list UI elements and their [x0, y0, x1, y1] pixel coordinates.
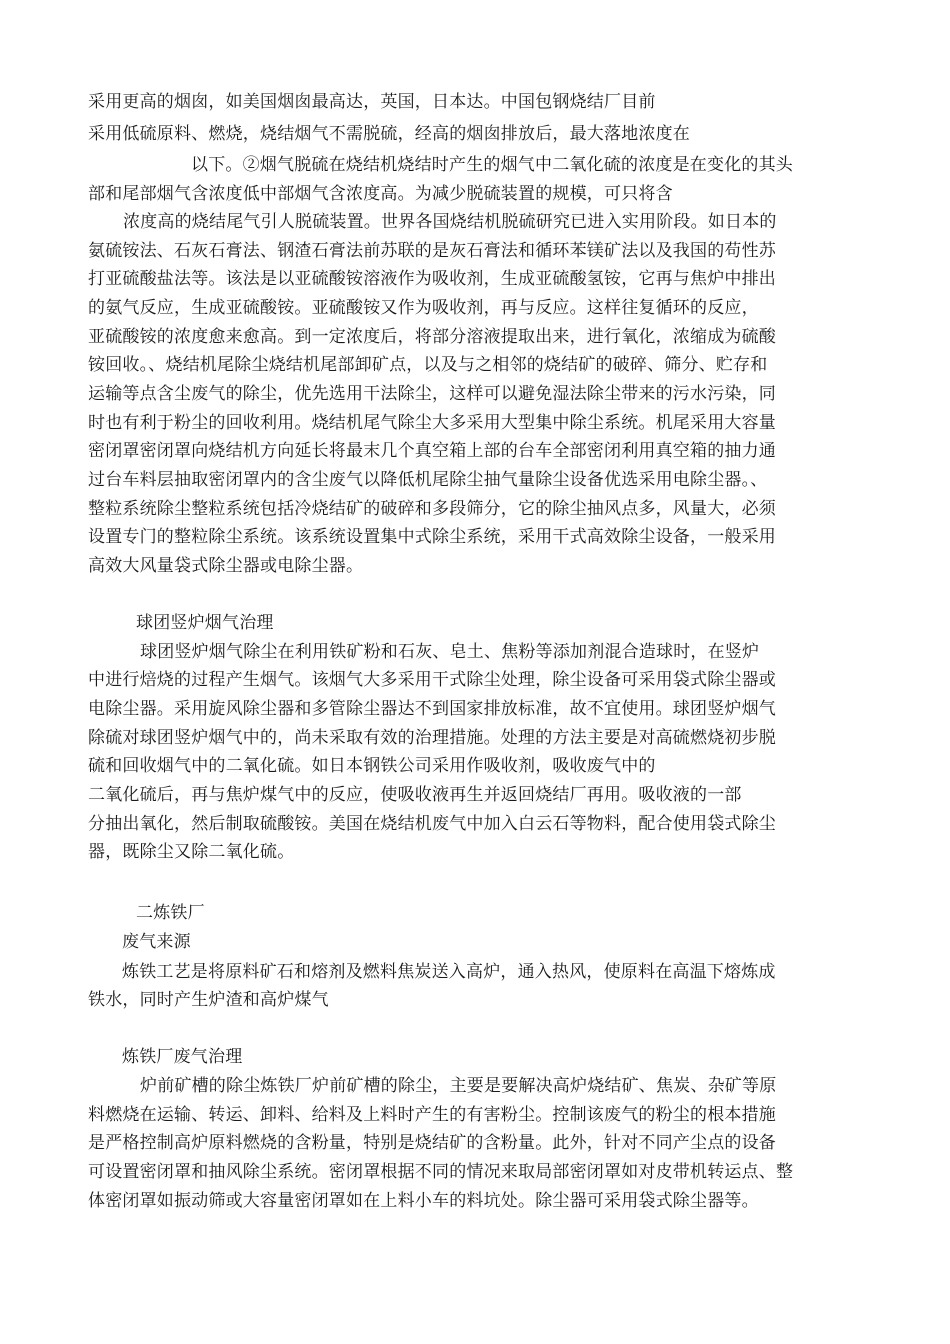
text-line: 浓度高的烧结尾气引人脱硫装置。世界各国烧结机脱硫研究已进入实用阶段。如日本的 — [123, 212, 777, 232]
text-line: 以下。②烟气脱硫在烧结机烧结时产生的烟气中二氧化硫的浓度是在变化的其头 — [191, 155, 793, 175]
text-line: 铵回收。、烧结机尾除尘烧结机尾部卸矿点，以及与之相邻的烧结矿的破碎、筛分、贮存和 — [88, 355, 768, 375]
text-line: 硫和回收烟气中的二氧化硫。如日本钢铁公司采用作吸收剂，吸收废气中的 — [88, 756, 656, 776]
text-line: 可设置密闭罩和抽风除尘系统。密闭罩根据不同的情况来取局部密闭罩如对皮带机转运点、整 — [88, 1162, 794, 1182]
section-heading: 球团竖炉烟气治理 — [136, 613, 274, 633]
section-heading: 二炼铁厂 — [136, 903, 205, 923]
text-line: 部和尾部烟气含浓度低中部烟气含浓度高。为减少脱硫装置的规模，可只将含 — [88, 184, 673, 204]
text-line: 炼铁工艺是将原料矿石和熔剂及燃料焦炭送入高炉，通入热风，使原料在高温下熔炼成 — [122, 962, 776, 982]
text-line: 整粒系统除尘整粒系统包括冷烧结矿的破碎和多段筛分，它的除尘抽风点多，风量大，必须 — [88, 499, 776, 519]
text-line: 的氨气反应，生成亚硫酸铵。亚硫酸铵又作为吸收剂，再与反应。这样往复循环的反应， — [88, 298, 759, 318]
text-line: 过台车料层抽取密闭罩内的含尘废气以降低机尾除尘抽气量除尘设备优选采用电除尘器。、 — [88, 470, 768, 490]
text-line: 除硫对球团竖炉烟气中的，尚未采取有效的治理措施。处理的方法主要是对高硫燃烧初步脱 — [88, 728, 776, 748]
text-line: 电除尘器。采用旋风除尘器和多管除尘器达不到国家排放标准，故不宜使用。球团竖炉烟气 — [88, 699, 776, 719]
text-line: 铁水，同时产生炉渣和高炉煤气 — [88, 990, 329, 1010]
text-line: 时也有利于粉尘的回收利用。烧结机尾气除尘大多采用大型集中除尘系统。机尾采用大容量 — [88, 413, 776, 433]
section-heading: 废气来源 — [122, 932, 191, 952]
text-line: 球团竖炉烟气除尘在利用铁矿粉和石灰、皂土、焦粉等添加剂混合造球时，在竖炉 — [140, 642, 760, 662]
text-line: 体密闭罩如振动筛或大容量密闭罩如在上料小车的料坑处。除尘器可采用袋式除尘器等。 — [88, 1191, 759, 1211]
text-line: 打亚硫酸盐法等。该法是以亚硫酸铵溶液作为吸收剂，生成亚硫酸氢铵，它再与焦炉中排出 — [88, 269, 776, 289]
text-line: 氨硫铵法、石灰石膏法、钢渣石膏法前苏联的是灰石膏法和循环苯镁矿法以及我国的苟性苏 — [88, 241, 776, 261]
text-line: 亚硫酸铵的浓度愈来愈高。到一定浓度后，将部分溶液提取出来，进行氧化，浓缩成为硫酸 — [88, 327, 776, 347]
text-line: 中进行焙烧的过程产生烟气。该烟气大多采用干式除尘处理，除尘设备可采用袋式除尘器或 — [88, 670, 776, 690]
text-line: 炉前矿槽的除尘炼铁厂炉前矿槽的除尘，主要是要解决高炉烧结矿、焦炭、杂矿等原 — [140, 1076, 777, 1096]
text-line: 设置专门的整粒除尘系统。该系统设置集中式除尘系统，采用干式高效除尘设备，一般采用 — [88, 527, 776, 547]
text-line: 高效大风量袋式除尘器或电除尘器。 — [88, 556, 364, 576]
text-line: 运输等点含尘废气的除尘，优先选用干法除尘，这样可以避免湿法除尘带来的污水污染，同 — [88, 384, 776, 404]
text-line: 密闭罩密闭罩向烧结机方向延长将最末几个真空箱上部的台车全部密闭利用真空箱的抽力通 — [88, 441, 776, 461]
text-line: 采用低硫原料、燃烧，烧结烟气不需脱硫，经高的烟囱排放后，最大落地浓度在 — [88, 124, 690, 144]
section-heading: 炼铁厂废气治理 — [122, 1047, 243, 1067]
text-line: 器，既除尘又除二氧化硫。 — [88, 842, 295, 862]
text-line: 料燃烧在运输、转运、卸料、给料及上料时产生的有害粉尘。控制该废气的粉尘的根本措施 — [88, 1105, 776, 1125]
text-line: 是严格控制高炉原料燃烧的含粉量，特别是烧结矿的含粉量。此外，针对不同产尘点的设备 — [88, 1133, 776, 1153]
text-line: 二氧化硫后，再与焦炉煤气中的反应，使吸收液再生并返回烧结厂再用。吸收液的一部 — [88, 785, 742, 805]
text-line: 分抽出氧化，然后制取硫酸铵。美国在烧结机废气中加入白云石等物料，配合使用袋式除尘 — [88, 814, 776, 834]
text-line: 采用更高的烟囱，如美国烟囱最高达，英国，日本达。中国包钢烧结厂目前 — [88, 92, 656, 112]
